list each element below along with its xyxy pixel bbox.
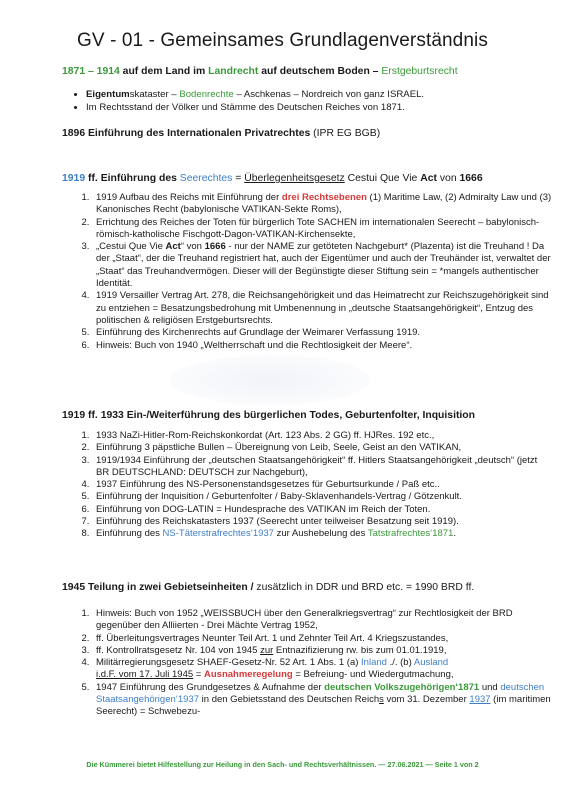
list-item: 3. „Cestui Que Vie Act“ von 1666 - nur der NAME zur getöteten Nachgeburt* (Plazenta) ist die Treuhand ! Da der „Staat“, der die Treuhand registriert hat, auch der Eigentümer und auch der Treuhänder ist, verwaltet der „Staat“ das Treuhandvermögen. Dieser will der Begünstigte dieser Stiftung sein = *mangels authentischer Identität. <box>92 241 552 290</box>
section-1945-list <box>62 608 552 719</box>
section-1945-heading: 1945 Teilung in zwei Gebietseinheiten / zusätzlich in DDR und BRD etc. = 1990 BRD ff. <box>62 582 475 593</box>
list-item: 8. Einführung des NS-Täterstrafrechtesʻ1937 zur Aushebelung des Tatstrafrechtesʻ1871. <box>92 528 552 540</box>
list-item: 4. Militärregierungsgesetz SHAEF-Gesetz-Nr. 52 Art. 1 Abs. 1 (a) Inland ./. (b) Ausland i.d.F. vom 17. Juli 1945 = Ausnahmeregelung = Befreiung- und Wiedergutmachung, <box>92 657 552 682</box>
list-item: 5. Einführung des Kirchenrechts auf Grundlage der Weimarer Verfassung 1919. <box>92 327 552 339</box>
section-1933-list <box>62 430 552 541</box>
section-1871-heading: 1871 – 1914 auf dem Land im Landrecht auf deutschem Boden – Erstgeburtsrecht <box>62 66 458 77</box>
list-item: 7. Einführung des Reichskatasters 1937 (Seerecht unter teilweiser Besatzung seit 1919). <box>92 516 552 528</box>
list-item: 1. Hinweis: Buch von 1952 „WEISSBUCH über den Generalkriegsvertrag“ zur Rechtlosigkeit der BRD gegenüber den Alliierten - Drei Mächte Vertrag 1952, <box>92 608 552 633</box>
list-item: 2. ff. Überleitungsvertrages Neunter Teil Art. 1 und Zehnter Teil Art. 4 Kriegszustandes, <box>92 633 552 645</box>
list-item: 3. 1919/1934 Einführung der „deutschen Staatsangehörigkeit“ ff. Hitlers Staatsangehörigkeit „deutsch“ (jetzt BR DEUTSCHLAND: DEUTSCH zur Nachgeburt), <box>92 455 552 480</box>
section-1919-list <box>62 192 552 352</box>
list-item: • Eigentumskataster – Bodenrechte – Aschkenas – Nordreich von ganz ISRAEL. <box>86 88 424 101</box>
page-footer: Die Kümmerei bietet Hilfestellung zur Heilung in den Sach- und Rechtsverhältnissen. — 27.06.2021 — Seite 1 von 2 <box>86 760 479 769</box>
watermark-seal <box>170 355 370 405</box>
list-item: 2. Errichtung des Reiches der Toten für bürgerlich Tote SACHEN im internationalen Seerecht – babylonisch-römisch-katholische Fischgott-Dagon-VATIKAN-Kirchensekte, <box>92 217 552 242</box>
section-1896-heading: 1896 Einführung des Internationalen Privatrechtes (IPR EG BGB) <box>62 128 381 139</box>
section-1933-heading: 1919 ff. 1933 Ein-/Weiterführung des bürgerlichen Todes, Geburtenfolter, Inquisition <box>62 410 475 421</box>
list-item: • Im Rechtsstand der Völker und Stämme des Deutschen Reiches von 1871. <box>86 101 424 114</box>
list-item: 1. 1933 NaZi-Hitler-Rom-Reichskonkordat (Art. 123 Abs. 2 GG) ff. HJRes. 192 etc., <box>92 430 552 442</box>
page-title: GV - 01 - Gemeinsames Grundlagenverständnis <box>77 30 488 51</box>
list-item: 2. Einführung 3 päpstliche Bullen – Übereignung von Leib, Seele, Geist an den VATIKAN, <box>92 442 552 454</box>
list-item: 3. ff. Kontrollratsgesetz Nr. 104 von 1945 zur Entnazifizierung rw. bis zum 01.01.1919, <box>92 645 552 657</box>
section-1871-bullets <box>62 88 424 114</box>
list-item: 5. Einführung der Inquisition / Geburtenfolter / Baby-Sklavenhandels-Vertrag / Götzenkult. <box>92 491 552 503</box>
list-item: 4. 1937 Einführung des NS-Personenstandsgesetzes für Geburtsurkunde / Paß etc.. <box>92 479 552 491</box>
list-item: 5. 1947 Einführung des Grundgesetzes & Aufnahme der deutschen Volkszugehörigenʻ1871 und deutschen Staatsangehörigenʻ1937 in den Gebietsstand des Deutschen Reichs vom 31. Dezember 1937 (im maritimen Seerecht) = Schwebezu- <box>92 682 552 719</box>
section-1919-heading: 1919 ff. Einführung des Seerechtes = Überlegenheitsgesetz Cestui Que Vie Act von 1666 <box>62 173 483 184</box>
list-item: 4. 1919 Versailler Vertrag Art. 278, die Reichsangehörigkeit und das Heimatrecht zur Reichszugehörigkeit sind zu entziehen = Besatzungsbedrohung mit Umbenennung in „deutsche Staatsangehörigkeit“, Entzug des politischen & religiösen Erstgeburtsrechts. <box>92 290 552 327</box>
list-item: 6. Hinweis: Buch von 1940 „Weltherrschaft und die Rechtlosigkeit der Meere“. <box>92 340 552 352</box>
list-item: 6. Einführung von DOG-LATIN = Hundesprache des VATIKAN im Reich der Toten. <box>92 504 552 516</box>
list-item: 1. 1919 Aufbau des Reichs mit Einführung der drei Rechtsebenen (1) Maritime Law, (2) Admiralty Law und (3) Kanonisches Recht (babylonische VATIKAN-Sekte Roms), <box>92 192 552 217</box>
